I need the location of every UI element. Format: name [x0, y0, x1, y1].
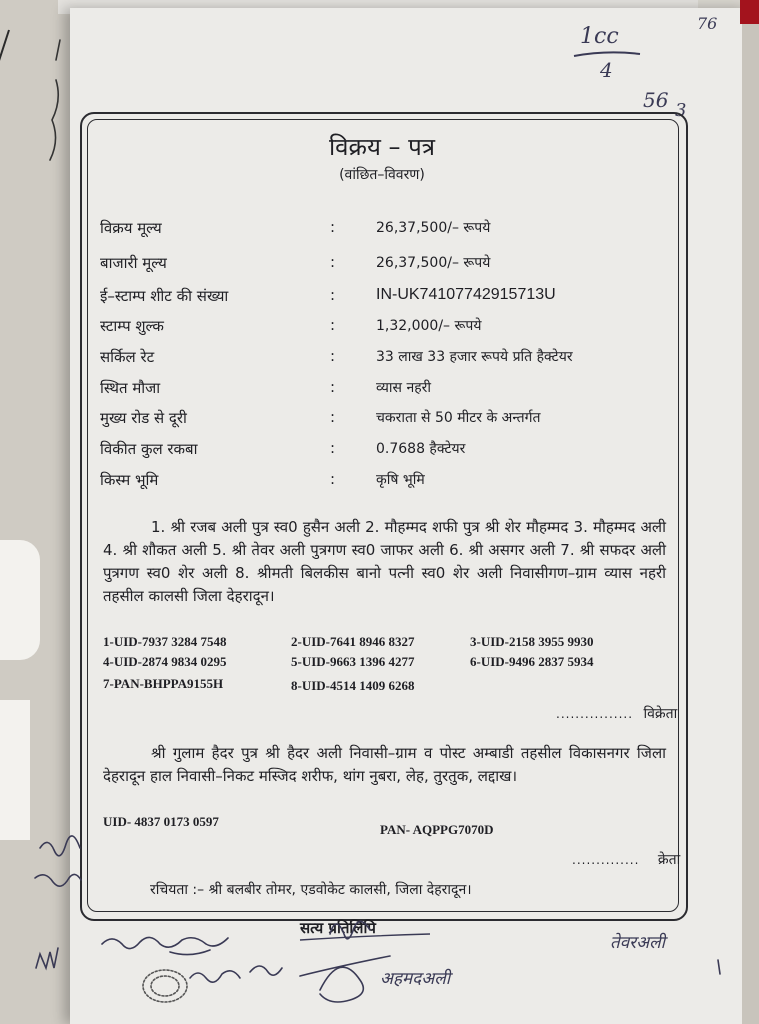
- seller-id: 5-UID-9663 1396 4277: [291, 654, 415, 669]
- seller-id: 4-UID-2874 9834 0295: [103, 654, 227, 669]
- detail-label: सर्किल रेट: [100, 348, 155, 366]
- handwritten-name-right: तेवरअली: [610, 933, 666, 953]
- detail-value: 1,32,000/– रूपये: [376, 318, 482, 334]
- detail-value: चकराता से 50 मीटर के अन्तर्गत: [376, 410, 541, 426]
- corner-fraction-top: 1cc: [580, 24, 619, 49]
- seller-id: 1-UID-7937 3284 7548: [103, 634, 227, 649]
- sheet-number-sub: 3: [675, 100, 687, 121]
- detail-separator: :: [330, 408, 336, 426]
- detail-value: कृषि भूमि: [376, 472, 425, 488]
- detail-label: ई–स्टाम्प शीट की संख्या: [100, 287, 229, 305]
- detail-separator: :: [330, 470, 336, 488]
- detail-value: 0.7688 हैक्टेयर: [376, 441, 466, 457]
- handwritten-name-center: अहमदअली: [380, 969, 451, 989]
- signature-dots: ................: [556, 707, 634, 721]
- page-number-handwritten: 76: [697, 14, 718, 33]
- detail-value: 26,37,500/– रूपये: [376, 255, 491, 271]
- seller-id: 7-PAN-BHPPA9155H: [103, 676, 224, 691]
- detail-separator: :: [330, 347, 336, 365]
- detail-separator: :: [330, 253, 336, 271]
- detail-label: स्टाम्प शुल्क: [100, 317, 164, 335]
- buyer-uid: UID- 4837 0173 0597: [103, 814, 219, 829]
- sheet-number: 56: [643, 88, 669, 112]
- detail-value: व्यास नहरी: [376, 380, 432, 396]
- detail-label: विक्रय मूल्य: [100, 219, 162, 237]
- document-subtitle: (वांछित–विवरण): [339, 167, 425, 183]
- detail-separator: :: [330, 218, 336, 236]
- detail-label: विकीत कुल रकबा: [100, 440, 198, 458]
- detail-label: स्थित मौजा: [100, 379, 161, 397]
- detail-separator: :: [330, 316, 336, 334]
- seller-paragraph: 1. श्री रजब अली पुत्र स्व0 हुसैन अली 2. मौहम्मद शफी पुत्र श्री शेर मौहम्मद 3. मौहम्मद अली 4. श्री शौकत अली 5. श्री तेवर अली पुत्रगण स्व0 जाफर अली 6. श्री असगर अली 7. श्री सफदर अली पुत्रगण स्व0 शेर अली 8. श्रीमती बिलकीस बानो पत्नी स्व0 शेर अली निवासीगण–ग्राम व्यास नहरी तहसील कालसी जिला देहरादून।: [103, 518, 666, 605]
- detail-separator: :: [330, 378, 336, 396]
- buyer-pan: PAN- AQPPG7070D: [380, 822, 494, 837]
- attestation-text: सत्य प्रतिलिपि: [300, 919, 376, 937]
- detail-label: किस्म भूमि: [100, 471, 159, 489]
- detail-separator: :: [330, 286, 336, 304]
- document-title: विक्रय – पत्र: [328, 133, 436, 161]
- author-line: रचियता :– श्री बलबीर तोमर, एडवोकेट कालसी, जिला देहरादून।: [150, 882, 472, 898]
- seller-label: विक्रेता: [643, 706, 678, 722]
- corner-fraction-bottom: 4: [600, 58, 613, 82]
- seller-id: 8-UID-4514 1409 6268: [291, 678, 415, 693]
- seller-id: 2-UID-7641 8946 8327: [291, 634, 415, 649]
- buyer-paragraph: श्री गुलाम हैदर पुत्र श्री हैदर अली निवासी–ग्राम व पोस्ट अम्बाडी तहसील विकासनगर जिला देहरादून हाल निवासी–निकट मस्जिद शरीफ, थांग नुबरा, लेह, तुरतुक, लद्दाख।: [103, 744, 666, 785]
- detail-value: 26,37,500/– रूपये: [376, 220, 491, 236]
- signature-dots: ..............: [572, 853, 640, 867]
- detail-value: IN-UK74107742915713U: [376, 286, 556, 303]
- seller-id: 3-UID-2158 3955 9930: [470, 634, 594, 649]
- detail-separator: :: [330, 439, 336, 457]
- buyer-label: क्रेता: [657, 852, 681, 868]
- detail-value: 33 लाख 33 हजार रूपये प्रति हैक्टेयर: [376, 349, 573, 365]
- detail-label: मुख्य रोड से दूरी: [100, 409, 187, 427]
- seller-id: 6-UID-9496 2837 5934: [470, 654, 594, 669]
- detail-label: बाजारी मूल्य: [100, 254, 167, 272]
